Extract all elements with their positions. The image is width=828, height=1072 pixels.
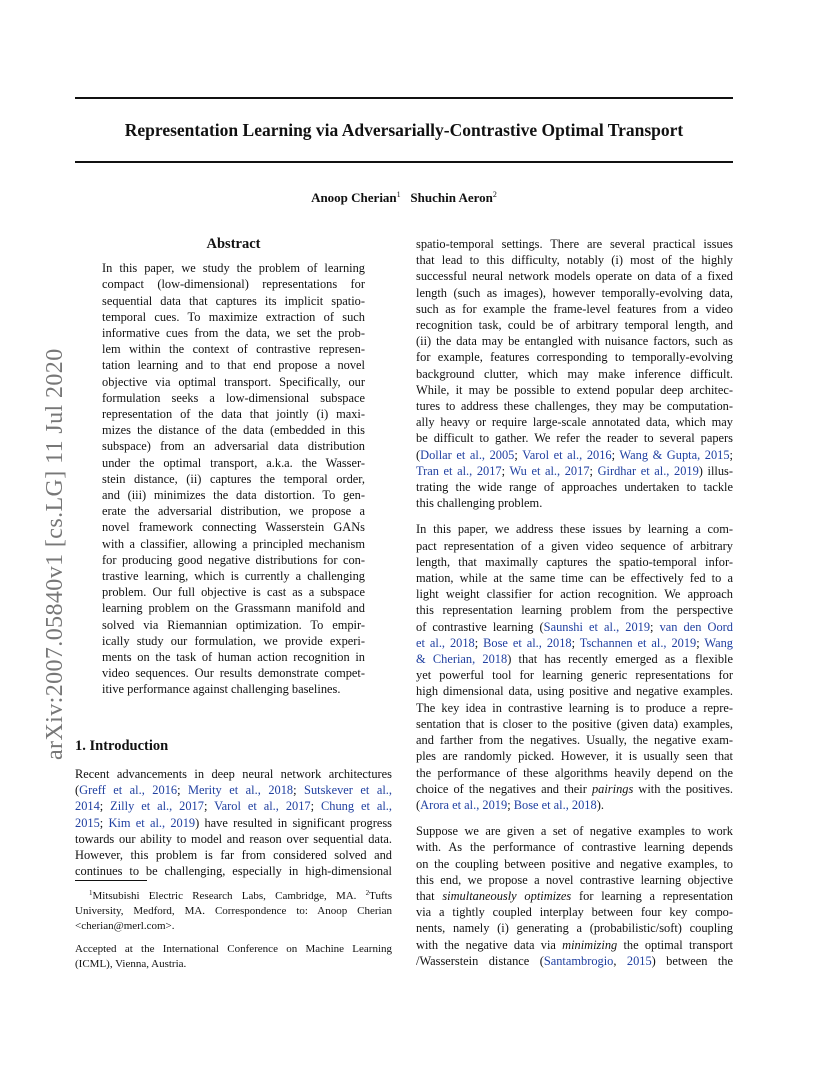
text-line: spatio-temporal settings. There are several practical issues: [416, 237, 733, 251]
citation-link[interactable]: Dollar et al., 2005: [420, 447, 515, 462]
affiliation-marker: 1: [396, 190, 401, 199]
title-rule-top: [75, 97, 733, 99]
citation-link[interactable]: Tschannen et al., 2019: [579, 635, 697, 650]
text-line: & Cherian, 2018) that has recently emerged as a flexible: [416, 652, 734, 667]
citation-link[interactable]: Arora et al., 2019: [420, 797, 508, 812]
abstract-heading: Abstract: [206, 236, 261, 252]
citation-link[interactable]: Varol et al., 2017: [214, 799, 311, 814]
citation-link[interactable]: Sutskever et al.,: [304, 783, 392, 798]
abstract-line: In this paper, we study the problem of learning: [102, 261, 365, 276]
abstract-line: erate the adversarial distribution, we propose a: [102, 504, 365, 519]
left-column: [75, 236, 392, 879]
text-line: this end, we propose a novel contrastive learning objective: [416, 872, 733, 887]
citation-link[interactable]: 2014: [75, 799, 100, 814]
abstract-line: ments on the task of human action recognition in: [102, 650, 365, 665]
citation-link[interactable]: Zilly et al., 2017: [110, 799, 204, 814]
acceptance-line: Accepted at the International Conference on Machine Learning: [75, 943, 392, 955]
citation-link[interactable]: Wang: [704, 635, 733, 650]
text-line: ples are randomly picked. However, it is usually seen that: [416, 749, 733, 764]
abstract-line: under the optimal transport, a.k.a. the Wasser-: [102, 455, 365, 470]
citation-link[interactable]: Wang & Gupta, 2015: [619, 447, 730, 462]
citation-link[interactable]: Chung et al.,: [321, 799, 392, 814]
citation-link[interactable]: Varol et al., 2016: [522, 447, 612, 462]
abstract-line: informative cues from the data, we set the prob-: [102, 326, 365, 341]
abstract-line: mizes the distance of the data (embedded in this: [102, 423, 365, 438]
abstract-line: subspace) from an adversarial data distribution: [102, 439, 365, 454]
citation-link[interactable]: Santambrogio: [543, 953, 614, 968]
text-line: that simultaneously optimizes for learning a representation: [416, 888, 733, 903]
text-line: et al., 2018; Bose et al., 2018; Tschannen et al., 2019; Wang: [416, 635, 733, 650]
abstract-line: and (iii) minimizes the data distortion. To gen-: [102, 488, 365, 503]
text-line: this challenging problem.: [416, 496, 543, 511]
text-line: and farther from the negatives. Usually, the negative exam-: [416, 733, 733, 748]
text-line: tures to address these challenges, they may be computation-: [416, 399, 733, 414]
citation-link[interactable]: Bose et al., 2018: [513, 797, 597, 812]
citation-link[interactable]: Girdhar et al., 2019: [597, 463, 699, 478]
citation-link[interactable]: Kim et al., 2019: [108, 815, 196, 830]
text-line: length (such as images), however temporally-evolving data,: [416, 285, 733, 300]
text-line: be difficult to gather. We refer the reader to several papers: [416, 431, 733, 446]
text-line: While, it may be possible to extend popular deep architec-: [416, 382, 733, 397]
text-line: via a tightly coupled interplay between four key compo-: [416, 905, 733, 920]
introduction-body: [75, 766, 392, 879]
text-line: The key idea in contrastive learning is to produce a repre-: [416, 700, 733, 715]
text-line: Recent advancements in deep neural network architectures: [75, 767, 392, 781]
text-line: choice of the negatives and their pairings with the positives.: [416, 781, 733, 796]
text-line: that lead to this difficulty, notably (i) most of the highly: [416, 253, 733, 268]
abstract-line: formulation seeks a low-dimensional subspace: [102, 390, 365, 405]
abstract-line: compact (low-dimensional) representations for: [102, 277, 365, 292]
footnote-email: <cherian@merl.com>.: [75, 920, 175, 932]
abstract-line: solved via Riemannian optimization. To empir-: [102, 617, 365, 632]
text-line: this representation learning problem from the perspective: [416, 603, 733, 618]
text-line: (Arora et al., 2019; Bose et al., 2018).: [416, 797, 604, 812]
footnote-line: $^1$Mitsubishi Electric Research Labs, Cambridge, MA. $^2$Tufts: [89, 889, 393, 902]
text-line: background clutter, which may make inference difficult.: [416, 366, 733, 381]
text-line: yet powerful tool for learning generic representations for: [416, 668, 733, 683]
right-column: [416, 236, 733, 969]
abstract-line: video sequences. Our results demonstrate compet-: [102, 666, 365, 681]
abstract-line: problem. Our full objective is cast as a subspace: [102, 585, 365, 600]
text-line: of contrastive learning (Saunshi et al., 2019; van den Oord: [416, 619, 733, 634]
abstract-line: with a classifier, allowing a principled mechanism: [102, 536, 365, 551]
citation-link[interactable]: Wu et al., 2017: [509, 463, 590, 478]
text-line: continues to be challenging, especially in high-dimensional: [75, 864, 392, 879]
text-line: towards our ability to model and reason over sequential data.: [75, 831, 392, 846]
text-line: high dimensional data, using positive and negative examples.: [416, 684, 733, 699]
citation-link[interactable]: Tran et al., 2017: [416, 463, 502, 478]
citation-link[interactable]: Saunshi et al., 2019: [543, 619, 651, 634]
text-line: (Greff et al., 2016; Merity et al., 2018; Sutskever et al.,: [75, 783, 392, 798]
citation-link[interactable]: Merity et al., 2018: [188, 783, 294, 798]
introduction-heading: 1. Introduction: [75, 738, 169, 754]
abstract-line: objective via optimal transport. Specifically, our: [102, 374, 365, 389]
citation-link[interactable]: van den Oord: [659, 619, 733, 634]
text-line: sentation that is closer to the positive (given data) examples,: [416, 716, 733, 731]
abstract-line: itive performance against challenging baselines.: [102, 682, 341, 697]
citation-link[interactable]: Greff et al., 2016: [79, 783, 178, 798]
text-line: 2015; Kim et al., 2019) have resulted in significant progress: [75, 815, 392, 830]
text-line: recognition task, could be of arbitrary temporal length, and: [416, 318, 733, 333]
abstract-line: for producing good negative distributions for con-: [102, 552, 365, 567]
citation-link[interactable]: 2015: [75, 815, 100, 830]
footnote-line: University, Medford, MA. Correspondence to: Anoop Cherian: [75, 905, 392, 917]
text-line: mation, while at the same time can be effectively fed to a: [416, 571, 733, 586]
text-line: with. As the performance of contrastive learning depends: [416, 840, 733, 855]
abstract-body: [102, 260, 365, 697]
text-line: on the coupling between positive and negative examples, to: [416, 856, 733, 871]
text-line: trating the wide range of approaches undertaken to tackle: [416, 480, 733, 495]
citation-link[interactable]: Bose et al., 2018: [483, 635, 572, 650]
text-line: length, that maximally captures the spatio-temporal infor-: [416, 554, 733, 569]
author-list: [75, 190, 733, 206]
text-line: (Dollar et al., 2005; Varol et al., 2016; Wang & Gupta, 2015;: [416, 447, 733, 462]
abstract-line: stein distance, (ii) captures the temporal order,: [102, 471, 365, 486]
paper-title: Representation Learning via Adversarially-Contrastive Optimal Transport: [124, 120, 684, 140]
affiliation-footnote: [75, 886, 392, 934]
text-line: Tran et al., 2017; Wu et al., 2017; Girdhar et al., 2019) illus-: [416, 463, 733, 478]
text-line: successful neural network models operate on data of a fixed: [416, 269, 733, 284]
text-line: Suppose we are given a set of negative examples to work: [416, 824, 733, 839]
text-line: (ii) the data may be entangled with nuisance factors, such as: [416, 334, 733, 349]
author-name: Anoop Cherian: [311, 190, 397, 205]
text-line: such as for example the frame-level features from a video: [416, 301, 733, 316]
text-line: ally heavy or require large-scale annotated data, which may: [416, 415, 733, 430]
text-line: with the negative data via minimizing the optimal transport: [416, 937, 733, 952]
footnote-rule: [75, 880, 147, 881]
text-line: the performance of these algorithms heavily depend on the: [416, 765, 733, 780]
author-name: Shuchin Aeron: [410, 190, 493, 205]
text-line: In this paper, we address these issues by learning a com-: [416, 522, 733, 537]
text-line: nents, namely (i) generating a (probabilistic/soft) coupling: [416, 921, 733, 936]
title-rule-bottom: [75, 161, 733, 163]
affiliation-marker: 2: [492, 190, 497, 199]
text-line: light weight classifier for action recognition. We approach: [416, 587, 733, 602]
abstract-line: sequential data that captures its implicit spatio-: [102, 293, 365, 308]
arxiv-identifier: arXiv:2007.05840v1 [cs.LG] 11 Jul 2020: [42, 348, 68, 760]
abstract-line: learning problem on the Grassmann manifold and: [102, 601, 365, 616]
text-line: However, this problem is far from considered solved and: [75, 848, 392, 863]
text-line: /Wasserstein distance (Santambrogio, 2015) between the: [416, 953, 733, 968]
text-line: for example, features corresponding to temporally-evolving: [416, 350, 733, 365]
acceptance-line: (ICML), Vienna, Austria.: [75, 958, 187, 970]
abstract-line: tation learning and to that end propose a novel: [102, 358, 365, 373]
abstract-line: trastive learning, which is currently a challenging: [102, 569, 365, 584]
abstract-line: novel framework connecting Wasserstein GANs: [102, 520, 365, 535]
text-line: 2014; Zilly et al., 2017; Varol et al., 2017; Chung et al.,: [75, 799, 392, 814]
citation-link[interactable]: 2015: [626, 953, 652, 968]
abstract-line: ically study our formulation, we provide experi-: [102, 633, 365, 648]
citation-link[interactable]: et al., 2018: [416, 635, 475, 650]
abstract-line: temporal cues. To maximize extraction of such: [102, 309, 365, 324]
text-line: pact representation of a given video sequence of arbitrary: [416, 538, 733, 553]
acceptance-note: [75, 942, 392, 972]
citation-link[interactable]: & Cherian, 2018: [416, 652, 508, 667]
abstract-line: representation of the data that jointly (i) maxi-: [102, 407, 365, 422]
abstract-line: lem within the context of contrastive represen-: [102, 342, 365, 357]
